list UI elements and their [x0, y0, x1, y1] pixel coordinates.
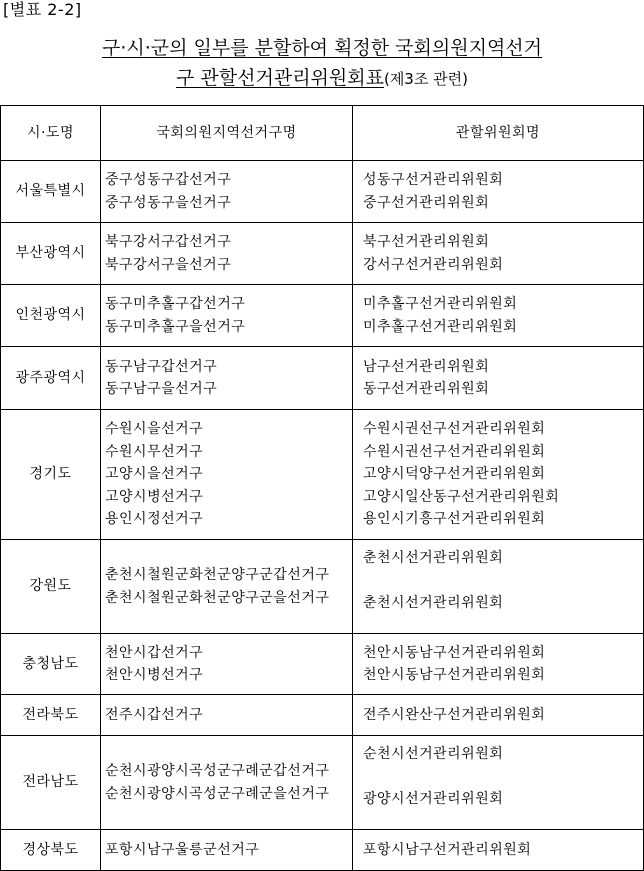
table-row [1, 634, 644, 695]
district-cell [101, 410, 353, 540]
district-name: 용인시정선거구 [105, 511, 204, 528]
committee-name: 천안시동남구선거관리위원회 [363, 644, 546, 661]
committee-cell [353, 634, 644, 695]
table-row [1, 695, 644, 736]
column-header-district: 국회의원지역선거구명 [101, 106, 353, 161]
district-name: 고양시병선거구 [105, 488, 204, 505]
district-name: 동구미추홀구을선거구 [105, 318, 246, 335]
committee-cell [353, 347, 644, 410]
column-header-committee: 관할위원회명 [353, 106, 644, 161]
district-name: 중구성동구갑선거구 [105, 172, 232, 188]
committee-cell [353, 410, 644, 540]
column-header-region: 시·도명 [1, 106, 101, 161]
district-cell [101, 285, 353, 347]
district-cell [101, 223, 353, 285]
title-line-2-text: 구 관할선거관리위원회표 [176, 67, 384, 89]
region-cell: 강원도 [1, 540, 101, 634]
region-cell: 인천광역시 [1, 285, 101, 347]
region-cell: 서울특별시 [1, 161, 101, 223]
jurisdiction-table [0, 105, 644, 871]
table-row [1, 285, 644, 347]
committee-cell [353, 285, 644, 347]
district-name: 북구강서구갑선거구 [105, 234, 232, 250]
region-cell: 전라북도 [1, 695, 101, 736]
district-name: 동구남구을선거구 [105, 381, 218, 397]
title-note: (제3조 관련) [383, 70, 468, 88]
table-row [1, 223, 644, 285]
committee-cell [353, 736, 644, 830]
district-cell [101, 736, 353, 830]
committee-name: 광양시선거관리위원회 [363, 790, 504, 807]
table-header-row [1, 106, 644, 161]
table-row [1, 161, 644, 223]
district-cell [101, 695, 353, 736]
committee-cell [353, 695, 644, 736]
district-name: 천안시병선거구 [105, 667, 204, 683]
district-name: 천안시갑선거구 [105, 644, 204, 661]
district-name: 포항시남구울릉군선거구 [105, 841, 260, 858]
title-line-1 [0, 34, 644, 62]
district-name: 동구미추홀구갑선거구 [105, 296, 246, 312]
committee-name: 춘천시선거관리위원회 [363, 550, 504, 566]
committee-name: 북구선거관리위원회 [363, 234, 490, 250]
district-cell [101, 540, 353, 634]
district-name: 수원시을선거구 [105, 421, 204, 438]
table-row [1, 540, 644, 634]
region-cell: 경기도 [1, 410, 101, 540]
title-line-1-text: 구·시·군의 일부를 분할하여 획정한 국회의원지역선거 [101, 37, 543, 59]
committee-name: 미추홀구선거관리위원회 [363, 296, 518, 312]
district-name: 고양시을선거구 [105, 466, 204, 483]
title-line-2 [0, 64, 644, 93]
district-name: 춘천시철원군화천군양구군갑선거구 [105, 567, 330, 583]
committee-name: 강서구선거관리위원회 [363, 256, 504, 273]
committee-cell [353, 540, 644, 634]
committee-name: 포항시남구선거관리위원회 [363, 841, 532, 858]
committee-name: 순천시선거관리위원회 [363, 746, 504, 762]
committee-name: 고양시일산동구선거관리위원회 [363, 488, 560, 505]
committee-name: 동구선거관리위원회 [363, 381, 490, 397]
table-row [1, 410, 644, 540]
committee-name: 미추홀구선거관리위원회 [363, 318, 518, 335]
committee-cell [353, 161, 644, 223]
committee-name: 남구선거관리위원회 [363, 358, 490, 375]
district-cell [101, 161, 353, 223]
district-cell [101, 830, 353, 871]
district-name: 전주시갑선거구 [105, 706, 204, 723]
committee-name: 춘천시선거관리위원회 [363, 594, 504, 611]
committee-name: 고양시덕양구선거관리위원회 [363, 466, 546, 483]
committee-cell [353, 830, 644, 871]
committee-name: 중구선거관리위원회 [363, 194, 490, 211]
district-cell [101, 347, 353, 410]
committee-cell [353, 223, 644, 285]
district-name: 북구강서구을선거구 [105, 256, 232, 273]
table-row [1, 736, 644, 830]
region-cell: 전라남도 [1, 736, 101, 830]
region-cell: 부산광역시 [1, 223, 101, 285]
committee-name: 성동구선거관리위원회 [363, 172, 504, 188]
table-row [1, 830, 644, 871]
district-name: 동구남구갑선거구 [105, 358, 218, 375]
district-name: 수원시무선거구 [105, 443, 204, 460]
committee-name: 수원시권선구선거관리위원회 [363, 443, 546, 460]
committee-name: 수원시권선구선거관리위원회 [363, 421, 546, 438]
region-cell: 광주광역시 [1, 347, 101, 410]
committee-name: 천안시동남구선거관리위원회 [363, 667, 546, 683]
committee-name: 용인시기흥구선거관리위원회 [363, 511, 546, 528]
district-name: 중구성동구을선거구 [105, 194, 232, 211]
district-name: 순천시광양시곡성군구례군갑선거구 [105, 763, 330, 779]
district-cell [101, 634, 353, 695]
committee-name: 전주시완산구선거관리위원회 [363, 706, 546, 723]
annex-label: [별표 2-2] [3, 0, 82, 19]
table-row [1, 347, 644, 410]
region-cell: 충청남도 [1, 634, 101, 695]
region-cell: 경상북도 [1, 830, 101, 871]
district-name: 순천시광양시곡성군구례군을선거구 [105, 785, 330, 802]
district-name: 춘천시철원군화천군양구군을선거구 [105, 589, 330, 606]
